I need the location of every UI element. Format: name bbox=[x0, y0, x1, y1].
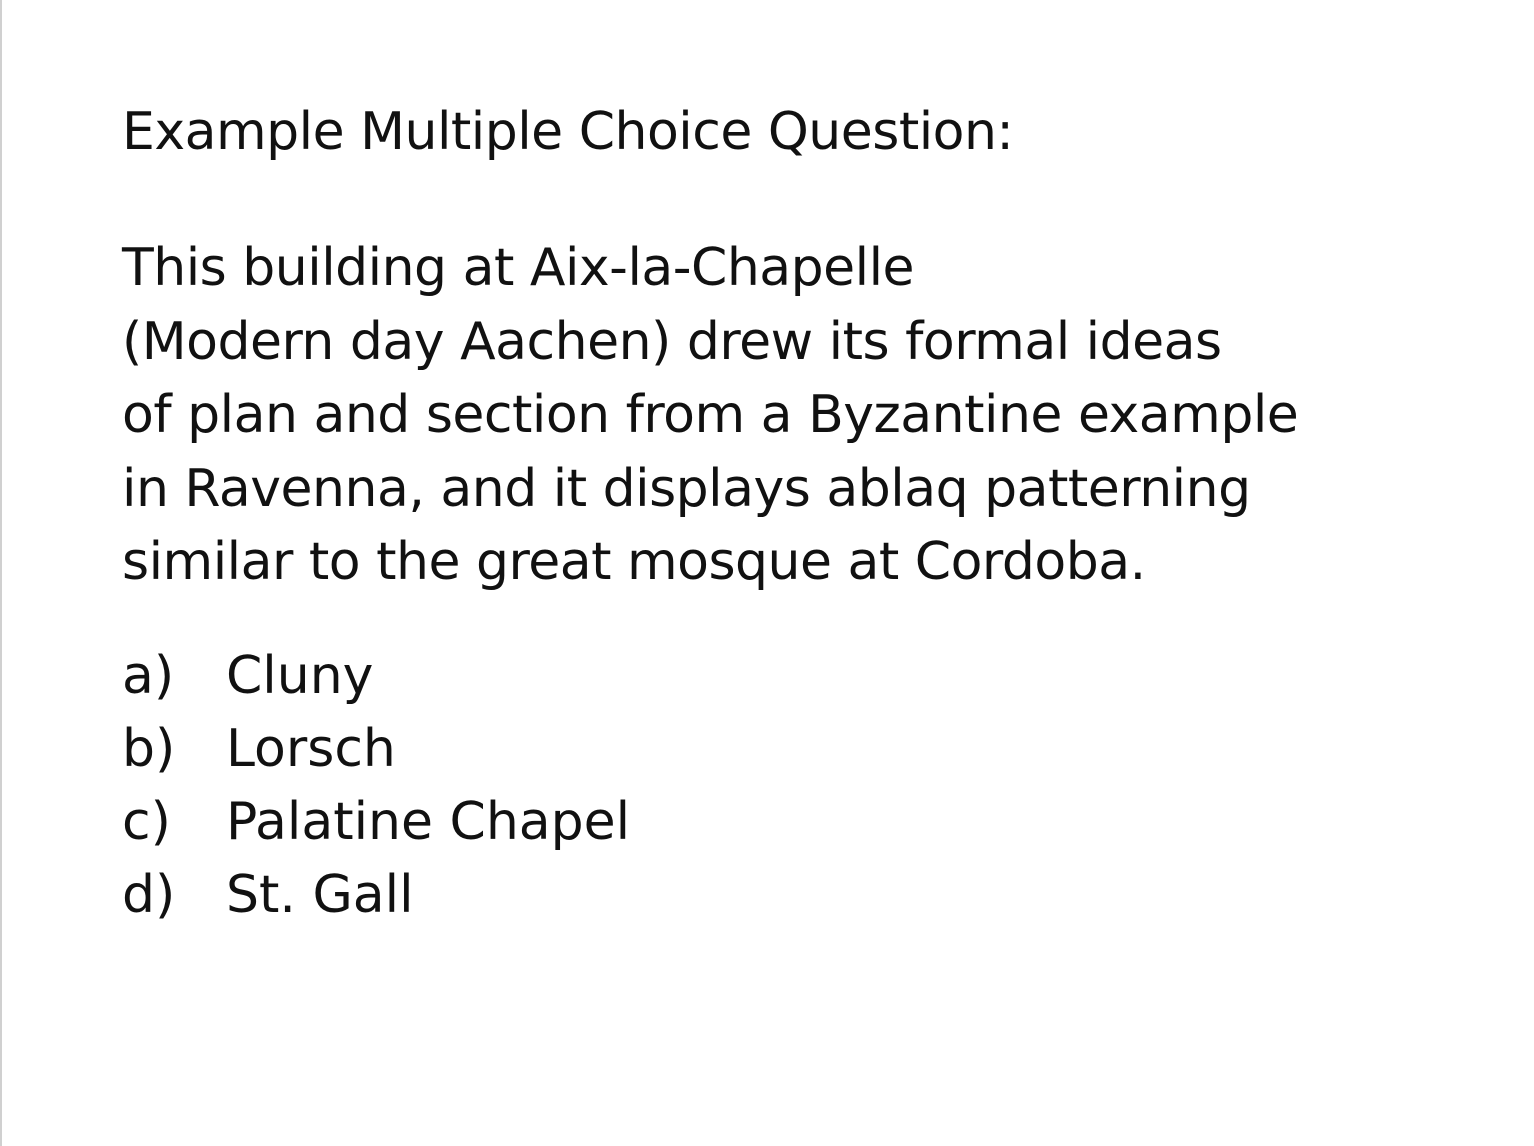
option-letter: b) bbox=[122, 718, 176, 779]
slide-title: Example Multiple Choice Question: bbox=[122, 102, 1014, 162]
question-text bbox=[122, 232, 1422, 600]
question-line: This building at Aix-la-Chapelle bbox=[122, 238, 915, 298]
option-text: St. Gall bbox=[226, 864, 414, 925]
option-text: Lorsch bbox=[226, 718, 396, 779]
slide-content bbox=[122, 92, 1422, 932]
answer-options-list bbox=[122, 640, 1422, 932]
question-line: in Ravenna, and it displays ablaq patterning bbox=[122, 458, 1251, 519]
option-text: Palatine Chapel bbox=[226, 791, 631, 852]
answer-option-b bbox=[122, 713, 1422, 786]
answer-option-a bbox=[122, 640, 1422, 713]
question-line: (Modern day Aachen) drew its formal ideas bbox=[122, 311, 1222, 372]
answer-option-c bbox=[122, 786, 1422, 859]
option-letter: d) bbox=[122, 864, 176, 925]
option-letter: a) bbox=[122, 645, 175, 706]
slide-left-border bbox=[0, 0, 2, 1146]
option-letter: c) bbox=[122, 791, 171, 852]
question-line: of plan and section from a Byzantine example bbox=[122, 385, 1299, 445]
question-line: similar to the great mosque at Cordoba. bbox=[122, 532, 1146, 592]
option-text: Cluny bbox=[226, 645, 374, 706]
answer-option-d bbox=[122, 859, 1422, 932]
